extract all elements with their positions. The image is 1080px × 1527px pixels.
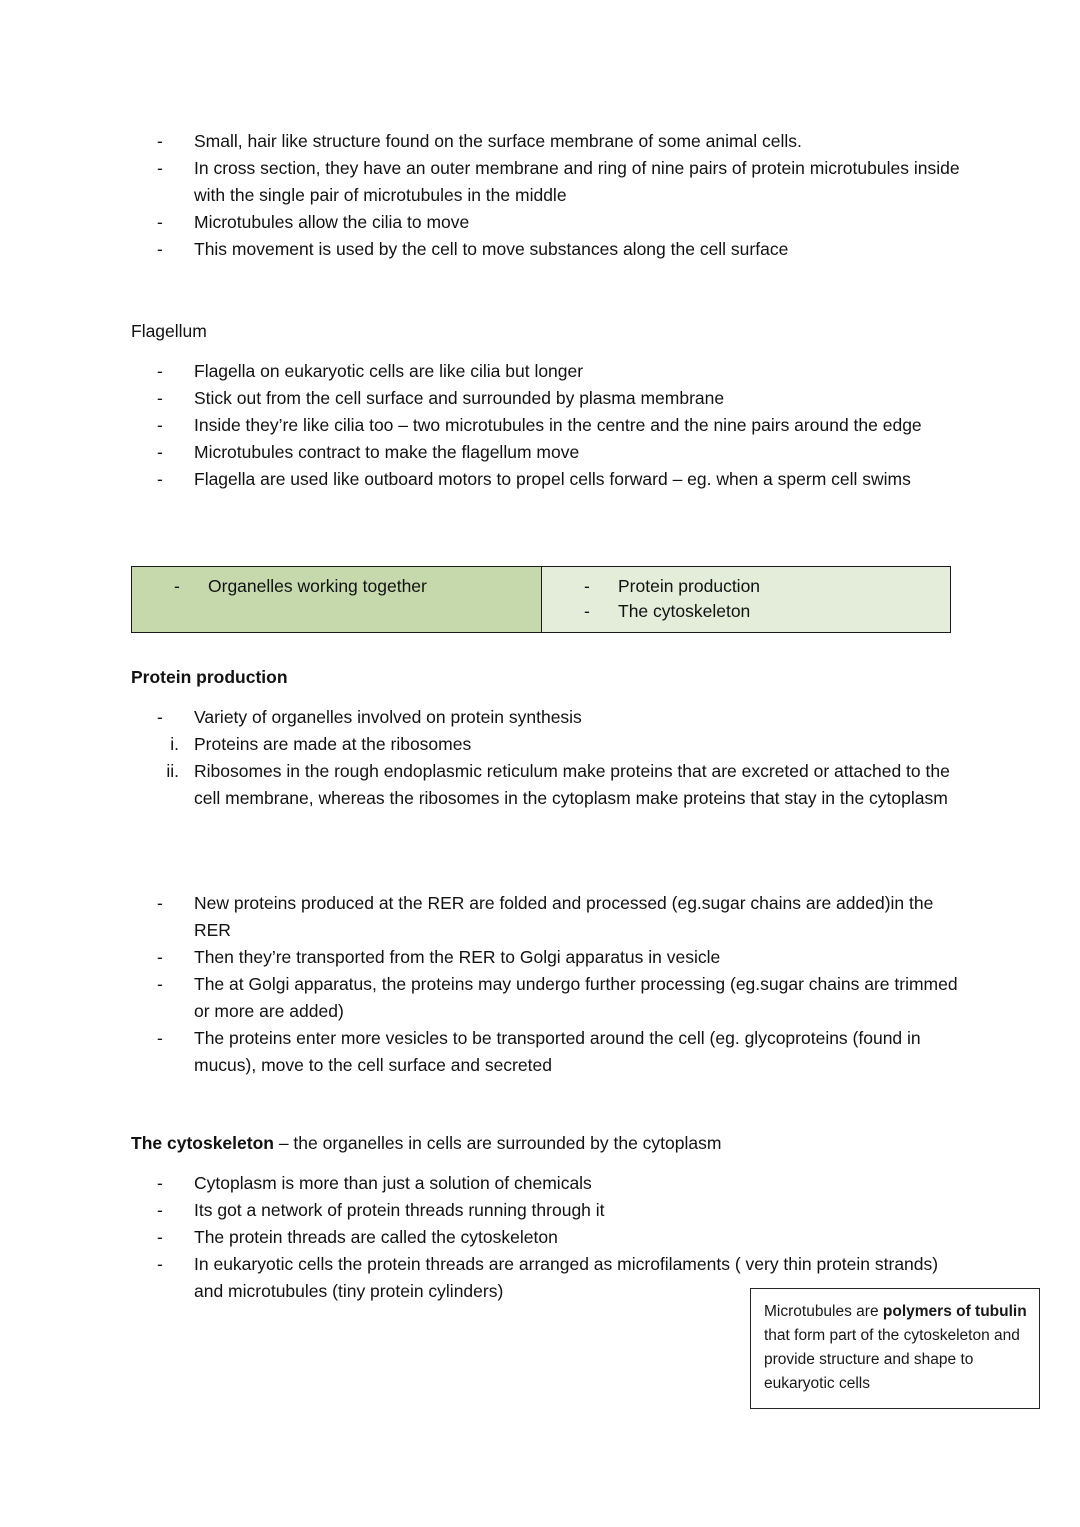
protein-production-item (131, 704, 961, 731)
protein-production-item (131, 758, 961, 812)
cilia-item (131, 155, 961, 209)
cytoskeleton-item-text: In eukaryotic cells the protein threads are arranged as microfilaments ( very thin protein strands) and microtubules (tiny protein cylinders) (194, 1254, 939, 1301)
cilia-item (131, 128, 961, 155)
cilia-bullet-list (131, 128, 961, 263)
flagellum-item-marker: - (157, 469, 163, 489)
protein-production-item (131, 731, 961, 758)
protein-transport-item-marker: - (157, 947, 163, 967)
flagellum-item-text: Inside they’re like cilia too – two microtubules in the centre and the nine pairs around the edge (194, 415, 922, 435)
protein-transport-item (131, 944, 961, 971)
table-right-row-text: The cytoskeleton (618, 601, 751, 621)
flagellum-item (131, 439, 961, 466)
cytoskeleton-heading-rest: – the organelles in cells are surrounded by the cytoplasm (273, 1133, 722, 1153)
protein-transport-item-marker: - (157, 1028, 163, 1048)
cytoskeleton-item-marker: - (157, 1173, 163, 1193)
flagellum-item-marker: - (157, 442, 163, 462)
note-text-part2: that form part of the cytoskeleton and provide structure and shape to eukaryotic cells (764, 1327, 1020, 1392)
cilia-item (131, 236, 961, 263)
flagellum-item (131, 466, 961, 493)
cilia-item-marker: - (157, 239, 163, 259)
organelles-working-together-table (131, 566, 951, 633)
note-text-bold: polymers of tubulin (882, 1303, 1027, 1320)
table-cell-right (542, 567, 950, 632)
protein-transport-item-text: Then they’re transported from the RER to Golgi apparatus in vesicle (194, 947, 721, 967)
cilia-item-marker: - (157, 131, 163, 151)
cytoskeleton-item (131, 1170, 961, 1197)
protein-production-item-marker: - (157, 707, 163, 727)
cilia-item-marker: - (157, 212, 163, 232)
table-right-row-marker: - (584, 576, 590, 596)
cilia-item-marker: - (157, 158, 163, 178)
protein-transport-item-marker: - (157, 974, 163, 994)
cilia-item (131, 209, 961, 236)
flagellum-item-marker: - (157, 388, 163, 408)
flagellum-item (131, 412, 961, 439)
flagellum-item-text: Flagella are used like outboard motors to propel cells forward – eg. when a sperm cell swims (194, 469, 911, 489)
protein-transport-list (131, 890, 961, 1079)
cytoskeleton-heading (131, 1130, 891, 1157)
protein-transport-item (131, 971, 961, 1025)
cytoskeleton-item-marker: - (157, 1200, 163, 1220)
cytoskeleton-item (131, 1197, 961, 1224)
cytoskeleton-item-text: Cytoplasm is more than just a solution of chemicals (194, 1173, 592, 1193)
protein-transport-item-text: New proteins produced at the RER are folded and processed (eg.sugar chains are added)in the RER (194, 893, 934, 940)
note-text-part1: Microtubules are (764, 1303, 883, 1320)
flagellum-heading: Flagellum (131, 321, 207, 341)
flagellum-item-marker: - (157, 415, 163, 435)
table-right-row-text: Protein production (618, 576, 761, 596)
table-left-row-marker: - (174, 576, 180, 596)
protein-production-item-text: Proteins are made at the ribosomes (194, 734, 472, 754)
protein-production-item-marker: ii. (166, 761, 179, 781)
cytoskeleton-item-marker: - (157, 1227, 163, 1247)
table-right-row (542, 574, 950, 599)
table-cell-left (132, 567, 542, 632)
protein-transport-item-text: The at Golgi apparatus, the proteins may undergo further processing (eg.sugar chains are trimmed or more are added) (194, 974, 958, 1021)
cytoskeleton-heading-bold: The cytoskeleton (131, 1133, 274, 1153)
protein-production-heading: Protein production (131, 667, 288, 687)
table-right-row-marker: - (584, 601, 590, 621)
protein-transport-item-marker: - (157, 893, 163, 913)
cytoskeleton-item-text: The protein threads are called the cytoskeleton (194, 1227, 558, 1247)
flagellum-bullet-list (131, 358, 961, 493)
cilia-item-text: In cross section, they have an outer membrane and ring of nine pairs of protein microtubules inside with the single pair of microtubules in the middle (194, 158, 960, 205)
flagellum-item-text: Stick out from the cell surface and surrounded by plasma membrane (194, 388, 725, 408)
flagellum-item-marker: - (157, 361, 163, 381)
protein-transport-item (131, 890, 961, 944)
cytoskeleton-item-text: Its got a network of protein threads running through it (194, 1200, 605, 1220)
table-left-row (132, 574, 541, 599)
table-right-row (542, 599, 950, 624)
protein-production-item-text: Ribosomes in the rough endoplasmic reticulum make proteins that are excreted or attached to the cell membrane, whereas the ribosomes in the cytoplasm make proteins that stay in the cytoplasm (194, 761, 950, 808)
cilia-item-text: Microtubules allow the cilia to move (194, 212, 470, 232)
cytoskeleton-item-marker: - (157, 1254, 163, 1274)
protein-production-item-marker: i. (170, 734, 179, 754)
cytoskeleton-bullet-list (131, 1170, 961, 1305)
protein-transport-item-text: The proteins enter more vesicles to be transported around the cell (eg. glycoproteins (found in mucus), move to the cell surface and secreted (194, 1028, 921, 1075)
microtubules-definition-note (750, 1288, 1040, 1409)
protein-production-list (131, 704, 961, 812)
flagellum-item-text: Flagella on eukaryotic cells are like cilia but longer (194, 361, 584, 381)
cytoskeleton-item (131, 1224, 961, 1251)
flagellum-item (131, 385, 961, 412)
protein-production-item-text: Variety of organelles involved on protein synthesis (194, 707, 582, 727)
table-left-row-text: Organelles working together (208, 576, 427, 596)
flagellum-item-text: Microtubules contract to make the flagellum move (194, 442, 580, 462)
flagellum-item (131, 358, 961, 385)
cilia-item-text: Small, hair like structure found on the surface membrane of some animal cells. (194, 131, 802, 151)
protein-transport-item (131, 1025, 961, 1079)
cilia-item-text: This movement is used by the cell to move substances along the cell surface (194, 239, 789, 259)
